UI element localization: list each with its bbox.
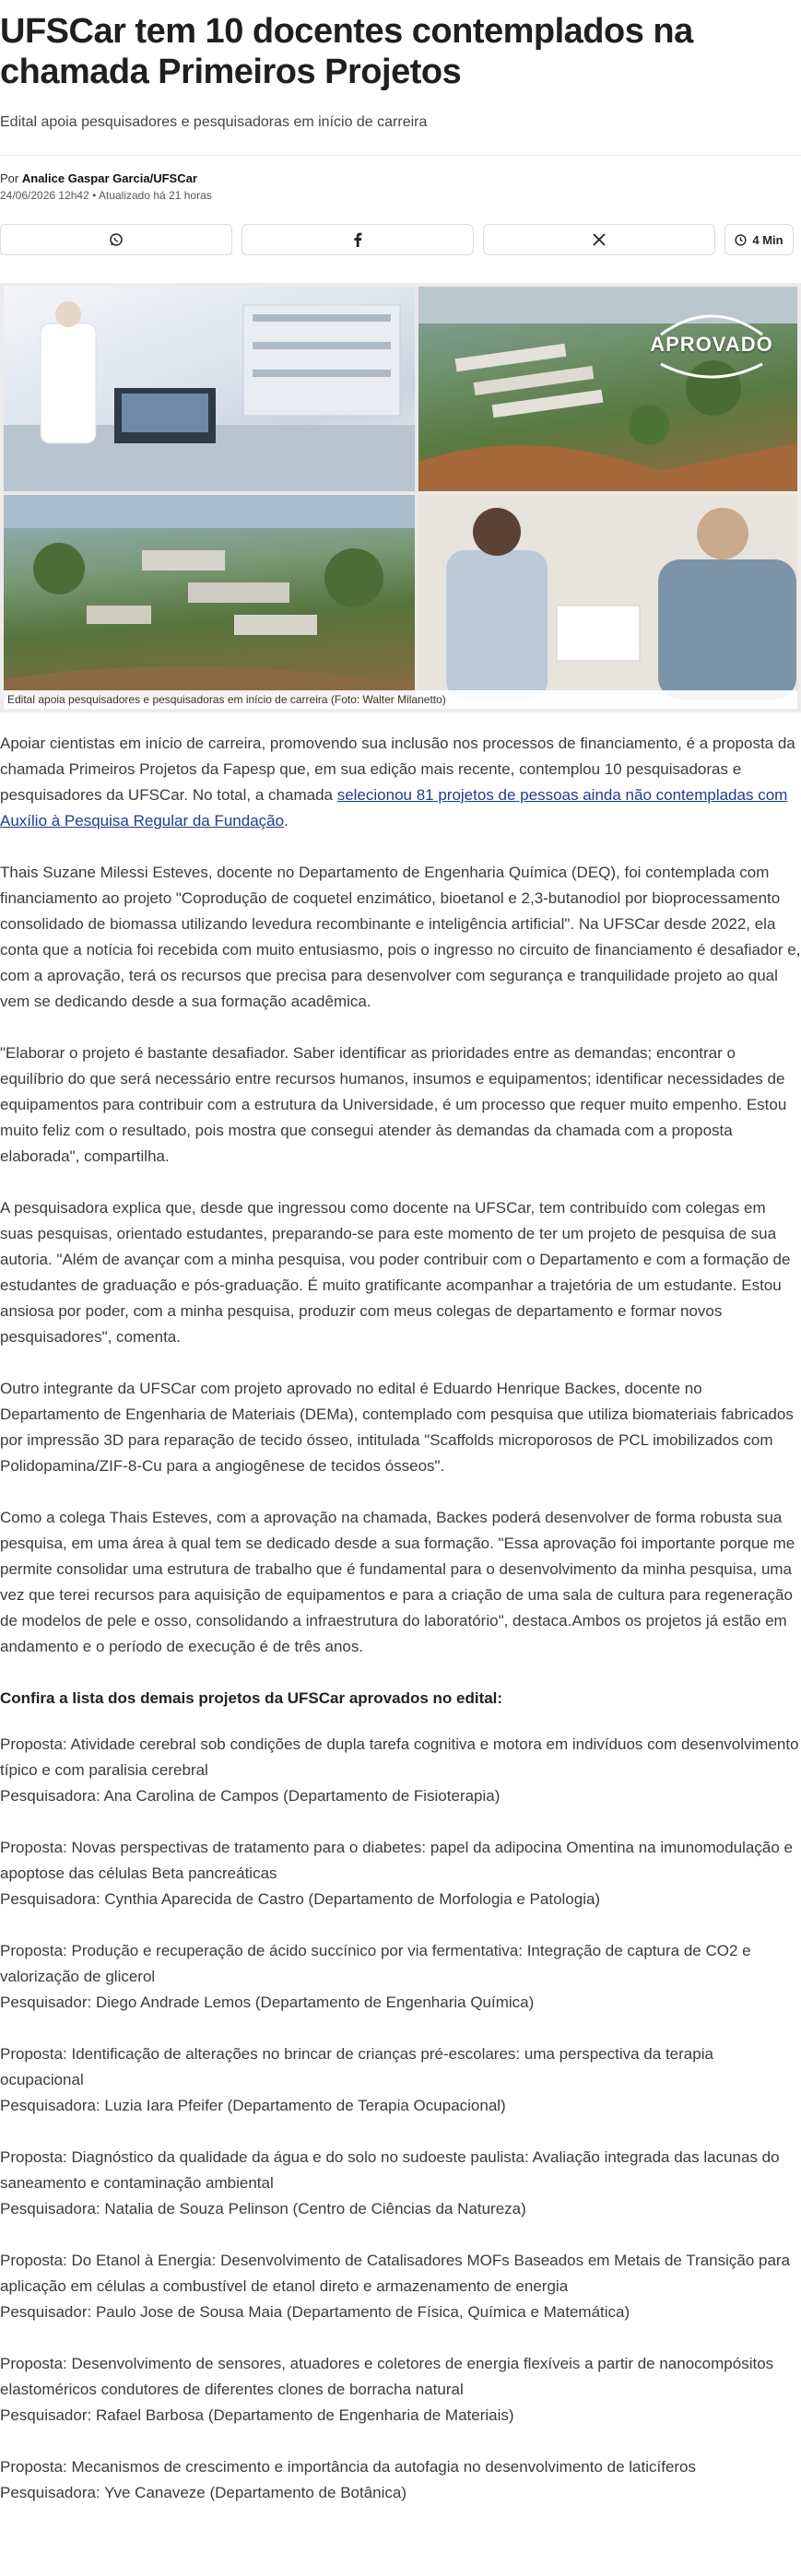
paragraph-1 bbox=[0, 731, 801, 834]
share-x-button[interactable] bbox=[483, 224, 715, 255]
facebook-icon bbox=[353, 232, 362, 247]
project-researcher: Pesquisador: Rafael Barbosa (Departamento de Engenharia de Materiais) bbox=[0, 2406, 514, 2424]
researchers-photo bbox=[418, 495, 797, 700]
divider bbox=[0, 155, 801, 156]
updated-time: Atualizado há 21 horas bbox=[98, 189, 212, 202]
project-item bbox=[0, 2145, 801, 2222]
share-bar bbox=[0, 224, 801, 255]
article-subtitle: Edital apoia pesquisadores e pesquisadoras em início de carreira bbox=[0, 114, 428, 130]
share-facebook-button[interactable] bbox=[241, 224, 474, 255]
byline-prefix: Por bbox=[0, 171, 19, 185]
project-item bbox=[0, 1938, 801, 2016]
project-proposal: Proposta: Desenvolvimento de sensores, atuadores e coletores de energia flexíveis a partir de nanocompósitos elastoméricos condutores de diferentes clones de borracha natural bbox=[0, 2355, 774, 2398]
article-body bbox=[0, 731, 801, 2506]
share-whatsapp-button[interactable] bbox=[0, 224, 232, 255]
clock-icon bbox=[735, 234, 747, 246]
fapesp-results-link[interactable]: selecionou 81 projetos de pessoas ainda não contempladas com Auxílio à Pesquisa Regular da Fundação bbox=[0, 786, 788, 829]
lab-photo bbox=[4, 287, 415, 491]
project-list-title: Confira a lista dos demais projetos da UFSCar aprovados no edital: bbox=[0, 1689, 503, 1707]
x-icon bbox=[593, 233, 606, 246]
project-researcher: Pesquisadora: Yve Canaveze (Departamento de Botânica) bbox=[0, 2484, 407, 2501]
project-item bbox=[0, 1835, 801, 1912]
project-researcher: Pesquisadora: Luzia Iara Pfeifer (Departamento de Terapia Ocupacional) bbox=[0, 2097, 506, 2114]
project-item bbox=[0, 2248, 801, 2325]
paragraph-6: Como a colega Thais Esteves, com a aprovação na chamada, Backes poderá desenvolver de forma robusta sua pesquisa, em uma área à qual tem se dedicado desde a sua formação. "Essa aprovação foi importante porque me permite consolidar uma estrutura de trabalho que é fundamental para o desenvolvimento da minha pesquisa, uma vez que terei recursos para aquisição de equipamentos e para a criação de uma sala de cultura para regeneração de modelos de pele e osso, consolidando a infraestrutura do laboratório", destaca.Ambos os projetos já estão em andamento e o período de execução é de três anos. bbox=[0, 1509, 795, 1655]
project-item bbox=[0, 1732, 801, 1809]
project-proposal: Proposta: Mecanismos de crescimento e importância da autofagia no desenvolvimento de laticíferos bbox=[0, 2458, 697, 2476]
paragraph-2: Thais Suzane Milessi Esteves, docente no Departamento de Engenharia Química (DEQ), foi contemplada com financiamento ao projeto "Coprodução de coquetel enzimático, bioetanol e 2,3-butanodiol por bioprocessamento consolidado de biomassa utilizando levedura recombinante e inteligência artificial". Na UFSCar desde 2022, ela conta que a notícia foi recebida com muito entusiasmo, pois o ingresso no circuito de financiamento é desafiador e, com a aprovação, terá os recursos que precisa para desenvolver com segurança e tranquilidade projeto ao qual vem se dedicando desde a sua formação acadêmica. bbox=[0, 864, 801, 1010]
project-proposal: Proposta: Identificação de alterações no brincar de crianças pré-escolares: uma perspectiva da terapia ocupacional bbox=[0, 2045, 713, 2088]
aerial-buildings-photo bbox=[4, 495, 415, 700]
project-researcher: Pesquisador: Paulo Jose de Sousa Maia (Departamento de Física, Química e Matemática) bbox=[0, 2303, 630, 2321]
project-proposal: Proposta: Novas perspectivas de tratamento para o diabetes: papel da adipocina Omentina na imunomodulação e apoptose das células Beta pancreáticas bbox=[0, 1839, 793, 1882]
reading-time-badge bbox=[724, 224, 794, 255]
paragraph-4: A pesquisadora explica que, desde que ingressou como docente na UFSCar, tem contribuído com colegas em suas pesquisas, orientado estudantes, preparando-se para este momento de ter um projeto de pesquisa de sua autoria. "Além de avançar com a minha pesquisa, vou poder contribuir com o Departamento e com a formação de estudantes de graduação e pós-graduação. É muito gratificante acompanhar a trajetória de um estudante. Estou ansiosa por poder, com a minha pesquisa, produzir com meus colegas de departamento e formar novos pesquisadores", comenta. bbox=[0, 1199, 791, 1346]
project-proposal: Proposta: Diagnóstico da qualidade da água e do solo no sudoeste paulista: Avaliação integrada das lacunas do saneamento e contaminação ambiental bbox=[0, 2148, 780, 2192]
approved-badge bbox=[642, 307, 781, 379]
image-caption: Edital apoia pesquisadores e pesquisadoras em início de carreira (Foto: Walter Milanetto) bbox=[4, 690, 797, 709]
project-proposal: Proposta: Produção e recuperação de ácido succínico por via fermentativa: Integração de captura de CO2 e valorização de glicerol bbox=[0, 1942, 751, 1985]
publish-date: 24/06/2026 12h42 bbox=[0, 189, 89, 202]
article-image[interactable] bbox=[0, 283, 801, 712]
reading-time: 4 Min bbox=[752, 232, 783, 247]
project-item bbox=[0, 2351, 801, 2429]
dateline bbox=[0, 187, 801, 204]
project-proposal: Proposta: Do Etanol à Energia: Desenvolvimento de Catalisadores MOFs Baseados em Metais de Transição para aplicação em células a combustível de etanol direto e armazenamento de energia bbox=[0, 2252, 791, 2295]
project-item bbox=[0, 2454, 801, 2506]
paragraph-text: Apoiar cientistas em início de carreira, promovendo sua inclusão nos processos de financiamento, é a proposta da chamada Primeiros Projetos da Fapesp que, em sua edição mais recente, contemplou 10 pesquisadoras e pesquisadores da UFSCar. No total, a chamada bbox=[0, 735, 795, 804]
date-separator: • bbox=[92, 189, 97, 202]
byline bbox=[0, 171, 801, 187]
project-proposal: Proposta: Atividade cerebral sob condições de dupla tarefa cognitiva e motora em indivíduos com desenvolvimento típico e com paralisia cerebral bbox=[0, 1735, 799, 1779]
project-researcher: Pesquisadora: Natalia de Souza Pelinson (Centro de Ciências da Natureza) bbox=[0, 2200, 526, 2217]
project-researcher: Pesquisador: Diego Andrade Lemos (Departamento de Engenharia Química) bbox=[0, 1994, 535, 2011]
approved-badge-text: APROVADO bbox=[650, 333, 773, 356]
page-title: UFSCar tem 10 docentes contemplados na chamada Primeiros Projetos bbox=[0, 12, 693, 91]
paragraph-3: "Elaborar o projeto é bastante desafiador. Saber identificar as prioridades entre as demandas; encontrar o equilíbrio do que será necessário entre recursos humanos, insumos e equipamentos; identificar necessidades de equipamentos para contribuir com a estrutura da Universidade, é um processo que requer muito empenho. Estou muito feliz com o resultado, pois mostra que consegui atender às demandas da chamada com a proposta elaborada", compartilha. bbox=[0, 1044, 787, 1165]
project-researcher: Pesquisadora: Ana Carolina de Campos (Departamento de Fisioterapia) bbox=[0, 1787, 501, 1805]
paragraph-5: Outro integrante da UFSCar com projeto aprovado no edital é Eduardo Henrique Backes, docente no Departamento de Engenharia de Materiais (DEMa), contemplado com pesquisa que utiliza biomateriais fabricados por impressão 3D para reparação de tecido ósseo, intitulada "Scaffolds microporosos de PCL imobilizados com Polidopamina/ZIF-8-Cu para a angiogênese de tecidos ósseos". bbox=[0, 1380, 794, 1475]
paragraph-text: . bbox=[284, 812, 289, 829]
author-name[interactable]: Analice Gaspar Garcia/UFSCar bbox=[21, 171, 197, 185]
project-researcher: Pesquisadora: Cynthia Aparecida de Castro (Departamento de Morfologia e Patologia) bbox=[0, 1890, 601, 1908]
whatsapp-icon bbox=[109, 232, 124, 247]
aerial-campus-photo bbox=[418, 287, 797, 491]
project-item bbox=[0, 2041, 801, 2119]
